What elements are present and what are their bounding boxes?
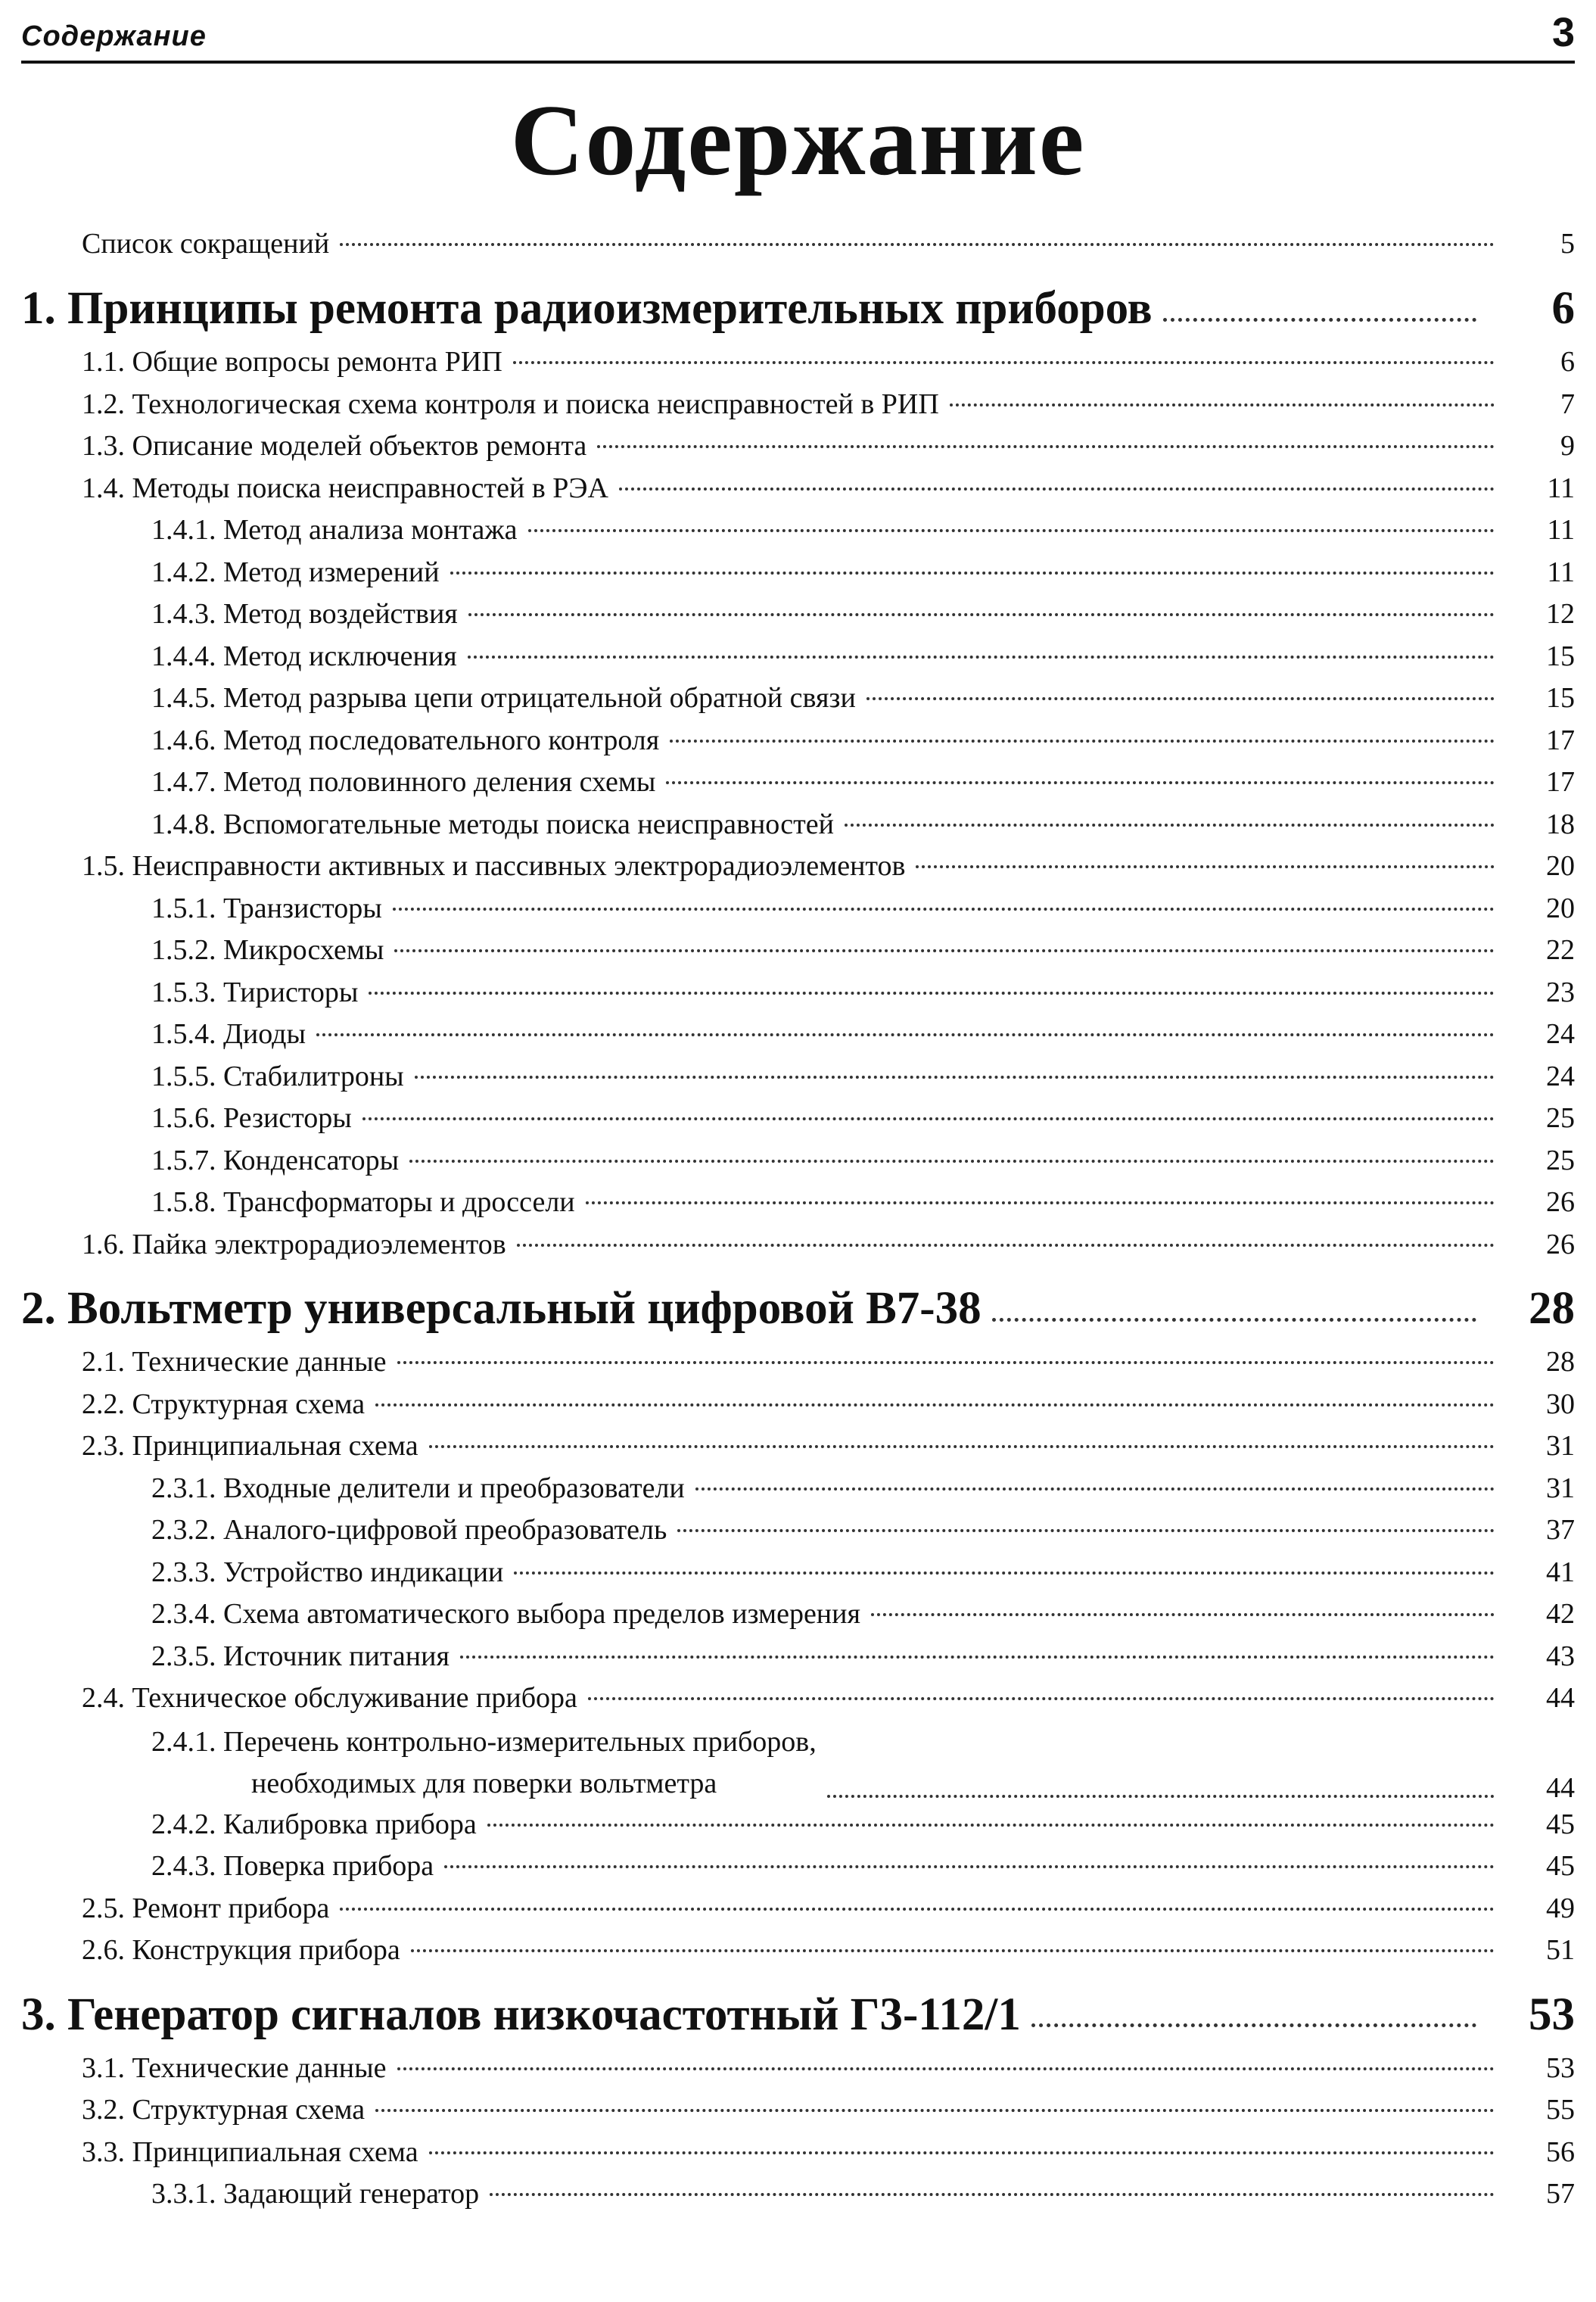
dot-leader — [597, 445, 1495, 448]
toc-entry-title: 1.4.3. Метод воздействия — [151, 598, 458, 630]
toc-entry-title: 1.4.4. Метод исключения — [151, 640, 457, 672]
toc-entry-title: 3.2. Структурная схема — [82, 2094, 366, 2126]
toc-entry-title: 2.4. Техническое обслуживание прибора — [82, 1682, 577, 1714]
dot-leader — [411, 1949, 1495, 1952]
toc-entry-title: 1.2. Технологическая схема контроля и поиска неисправностей в РИП — [82, 388, 939, 420]
dot-leader — [393, 908, 1495, 911]
toc-entry-title: 3.3. Принципиальная схема — [82, 2135, 418, 2168]
toc-entry-page: 17 — [1546, 724, 1575, 756]
toc-entry-title: 1.5. Неисправности активных и пассивных электрорадиоэлементов — [82, 850, 906, 882]
dot-leader — [409, 1160, 1495, 1163]
toc-entry-title: 1.1. Общие вопросы ремонта РИП — [82, 346, 502, 378]
toc-entry-title: 2.3.4. Схема автоматического выбора пределов измерения — [151, 1598, 860, 1630]
toc-entry-page: 23 — [1546, 976, 1575, 1008]
toc-entry-2-3-2[interactable] — [21, 1513, 1575, 1556]
toc-entry-title: 2.3.3. Устройство индикации — [151, 1556, 504, 1588]
toc-entry-title: 2.4.3. Поверка прибора — [151, 1850, 434, 1882]
toc-entry-page: 42 — [1546, 1598, 1575, 1630]
toc-entry-title-line1: 2.4.1. Перечень контрольно-измерительных приборов, — [151, 1725, 817, 1758]
toc-entry-1-4-5[interactable] — [21, 681, 1575, 724]
toc-entry-1-4-3[interactable] — [21, 597, 1575, 640]
toc-entry-1-1[interactable] — [21, 345, 1575, 388]
toc-entry-title: 1.4. Методы поиска неисправностей в РЭА — [82, 472, 608, 504]
dot-leader — [490, 2193, 1495, 2196]
toc-entry-title: 1.4.2. Метод измерений — [151, 556, 440, 588]
dot-leader — [695, 1487, 1495, 1491]
toc-entry-page: 9 — [1560, 430, 1575, 462]
toc-entry-title: 1.5.4. Диоды — [151, 1018, 306, 1050]
toc-entry-page: 53 — [1546, 2051, 1575, 2084]
toc-chapter-1[interactable] — [21, 269, 1575, 345]
dot-leader — [666, 781, 1495, 784]
dot-leader — [375, 1403, 1495, 1406]
toc-entry-2-2[interactable] — [21, 1388, 1575, 1430]
running-head-page-number: 3 — [1551, 10, 1575, 55]
dot-leader — [444, 1865, 1495, 1868]
toc-entry-page: 44 — [1546, 1771, 1575, 1804]
page-title: Содержание — [510, 84, 1086, 196]
toc-entry-title: 2.3.5. Источник питания — [151, 1640, 450, 1672]
toc-entry-page: 25 — [1546, 1102, 1575, 1134]
toc-entry-abbreviations[interactable] — [21, 227, 1575, 269]
toc-entry-title — [151, 1721, 817, 1805]
dot-leader — [450, 572, 1495, 575]
toc-entry-title: 2.6. Конструкция прибора — [82, 1934, 400, 1966]
dot-leader — [394, 949, 1495, 952]
toc-entry-2-3-3[interactable] — [21, 1556, 1575, 1598]
toc-entry-1-5-5[interactable] — [21, 1060, 1575, 1102]
toc-entry-2-6[interactable] — [21, 1933, 1575, 1976]
running-head-section: Содержание — [21, 20, 207, 52]
toc-entry-page: 11 — [1547, 556, 1575, 588]
toc-chapter-title: 1. Принципы ремонта радиоизмерительных приборов — [21, 283, 1153, 334]
toc-entry-2-5[interactable] — [21, 1892, 1575, 1934]
dot-leader — [528, 529, 1495, 532]
dot-leader — [827, 1795, 1495, 1798]
toc-entry-page: 44 — [1546, 1682, 1575, 1714]
running-head — [21, 6, 1575, 64]
toc-entry-3-2[interactable] — [21, 2093, 1575, 2135]
dot-leader — [950, 403, 1495, 407]
toc-entry-1-4[interactable] — [21, 472, 1575, 514]
toc-entry-page: 31 — [1546, 1430, 1575, 1462]
toc-entry-page: 51 — [1546, 1934, 1575, 1966]
dot-leader — [619, 488, 1495, 491]
dot-leader — [369, 992, 1495, 995]
toc-entry-1-5-1[interactable] — [21, 892, 1575, 934]
dot-leader — [316, 1033, 1495, 1036]
toc-entry-page: 28 — [1546, 1346, 1575, 1378]
toc-entry-title: 1.5.5. Стабилитроны — [151, 1060, 404, 1092]
toc-entry-title: 2.5. Ремонт прибора — [82, 1892, 330, 1924]
dot-leader — [468, 613, 1495, 616]
dot-leader — [514, 1572, 1495, 1575]
toc-entry-page: 7 — [1560, 388, 1575, 420]
toc-entry-page: 5 — [1560, 228, 1575, 260]
dot-leader — [362, 1117, 1495, 1120]
toc-entry-page: 25 — [1546, 1144, 1575, 1176]
toc-entry-1-5-2[interactable] — [21, 933, 1575, 976]
toc-entry-title: 1.5.6. Резисторы — [151, 1102, 352, 1134]
toc-chapter-title: 2. Вольтметр универсальный цифровой В7-38 — [21, 1283, 982, 1334]
toc-entry-2-4-3[interactable] — [21, 1849, 1575, 1892]
toc-entry-page: 18 — [1546, 808, 1575, 840]
dot-leader — [1031, 2023, 1476, 2027]
toc-entry-title: 1.5.2. Микросхемы — [151, 934, 384, 966]
toc-entry-page: 26 — [1546, 1186, 1575, 1218]
toc-chapter-3[interactable] — [21, 1976, 1575, 2051]
toc-entry-1-5-7[interactable] — [21, 1144, 1575, 1186]
toc-entry-page: 43 — [1546, 1640, 1575, 1672]
dot-leader — [429, 2151, 1495, 2154]
toc-entry-title: 1.5.7. Конденсаторы — [151, 1144, 400, 1176]
toc-entry-title: 1.5.3. Тиристоры — [151, 976, 359, 1008]
toc-entry-title: Список сокращений — [82, 228, 330, 260]
toc-entry-page: 24 — [1546, 1060, 1575, 1092]
toc-entry-2-3-5[interactable] — [21, 1640, 1575, 1682]
toc-entry-3-3-1[interactable] — [21, 2177, 1575, 2219]
toc-entry-page: 12 — [1546, 598, 1575, 630]
toc-entry-page: 15 — [1546, 682, 1575, 714]
dot-leader — [429, 1445, 1495, 1448]
toc-entry-page: 56 — [1546, 2135, 1575, 2168]
toc-entry-title: 2.3.1. Входные делители и преобразователи — [151, 1472, 685, 1504]
toc-entry-2-4[interactable] — [21, 1681, 1575, 1724]
toc-entry-page: 15 — [1546, 640, 1575, 672]
dot-leader — [517, 1244, 1495, 1247]
toc-entry-title-line2: необходимых для поверки вольтметра — [251, 1767, 717, 1799]
toc-chapter-title: 3. Генератор сигналов низкочастотный Г3-112/1 — [21, 1989, 1021, 2040]
toc-entry-title: 2.2. Структурная схема — [82, 1388, 366, 1420]
dot-leader — [992, 1318, 1476, 1322]
toc-entry-title: 3.3.1. Задающий генератор — [151, 2178, 480, 2210]
toc-entry-title: 1.4.5. Метод разрыва цепи отрицательной обратной связи — [151, 682, 856, 714]
table-of-contents — [21, 227, 1575, 2219]
dot-leader — [340, 1908, 1495, 1911]
toc-entry-title: 2.1. Технические данные — [82, 1346, 387, 1378]
toc-entry-3-1[interactable] — [21, 2051, 1575, 2094]
toc-entry-page: 11 — [1547, 514, 1575, 546]
toc-entry-title: 1.5.1. Транзисторы — [151, 892, 382, 924]
dot-leader — [586, 1201, 1495, 1204]
toc-entry-title: 1.4.8. Вспомогательные методы поиска неисправностей — [151, 808, 834, 840]
toc-entry-page: 11 — [1547, 472, 1575, 504]
toc-entry-2-3-1[interactable] — [21, 1472, 1575, 1514]
toc-entry-3-3[interactable] — [21, 2135, 1575, 2178]
toc-entry-1-4-6[interactable] — [21, 724, 1575, 766]
toc-chapter-page: 6 — [1551, 283, 1575, 334]
toc-entry-page: 26 — [1546, 1228, 1575, 1260]
toc-chapter-2[interactable] — [21, 1269, 1575, 1345]
dot-leader — [670, 740, 1495, 743]
toc-entry-page: 37 — [1546, 1514, 1575, 1546]
dot-leader — [1163, 318, 1476, 322]
dot-leader — [468, 656, 1495, 659]
toc-entry-2-3-4[interactable] — [21, 1597, 1575, 1640]
toc-entry-1-5[interactable] — [21, 849, 1575, 892]
dot-leader — [866, 697, 1495, 700]
toc-entry-1-5-3[interactable] — [21, 976, 1575, 1018]
toc-entry-1-4-7[interactable] — [21, 765, 1575, 808]
dot-leader — [340, 243, 1495, 246]
toc-entry-title: 1.3. Описание моделей объектов ремонта — [82, 430, 587, 462]
toc-entry-page: 49 — [1546, 1892, 1575, 1924]
toc-entry-page: 31 — [1546, 1472, 1575, 1504]
toc-entry-title: 2.3.2. Аналого-цифровой преобразователь — [151, 1514, 667, 1546]
toc-entry-page: 6 — [1560, 346, 1575, 378]
toc-entry-page: 22 — [1546, 934, 1575, 966]
toc-entry-page: 20 — [1546, 892, 1575, 924]
toc-entry-2-3[interactable] — [21, 1429, 1575, 1472]
dot-leader — [845, 824, 1495, 827]
toc-entry-page: 30 — [1546, 1388, 1575, 1420]
toc-entry-1-4-2[interactable] — [21, 556, 1575, 598]
toc-entry-title: 3.1. Технические данные — [82, 2051, 387, 2084]
toc-entry-2-4-2[interactable] — [21, 1808, 1575, 1850]
toc-entry-page: 45 — [1546, 1850, 1575, 1882]
toc-entry-page: 45 — [1546, 1808, 1575, 1840]
toc-entry-page: 17 — [1546, 766, 1575, 798]
dot-leader — [513, 361, 1495, 364]
dot-leader — [588, 1697, 1495, 1700]
toc-entry-2-1[interactable] — [21, 1345, 1575, 1388]
toc-entry-title: 2.3. Принципиальная схема — [82, 1430, 418, 1462]
toc-entry-1-4-4[interactable] — [21, 640, 1575, 682]
toc-entry-title: 1.4.7. Метод половинного деления схемы — [151, 766, 656, 798]
toc-chapter-page: 28 — [1529, 1283, 1575, 1334]
toc-entry-title: 1.5.8. Трансформаторы и дроссели — [151, 1186, 575, 1218]
toc-entry-2-4-1[interactable] — [21, 1724, 1575, 1808]
toc-entry-page: 20 — [1546, 850, 1575, 882]
toc-entry-page: 24 — [1546, 1018, 1575, 1050]
toc-entry-1-5-6[interactable] — [21, 1101, 1575, 1144]
toc-chapter-page: 53 — [1529, 1989, 1575, 2040]
dot-leader — [487, 1824, 1495, 1827]
toc-entry-page: 57 — [1546, 2178, 1575, 2210]
toc-entry-title: 2.4.2. Калибровка прибора — [151, 1808, 477, 1840]
toc-entry-1-3[interactable] — [21, 429, 1575, 472]
toc-entry-1-2[interactable] — [21, 388, 1575, 430]
dot-leader — [375, 2109, 1495, 2112]
toc-entry-page: 41 — [1546, 1556, 1575, 1588]
toc-entry-title: 1.4.6. Метод последовательного контроля — [151, 724, 660, 756]
dot-leader — [916, 865, 1495, 868]
dot-leader — [871, 1613, 1495, 1616]
toc-entry-1-6[interactable] — [21, 1228, 1575, 1270]
dot-leader — [415, 1076, 1495, 1079]
toc-entry-1-4-1[interactable] — [21, 513, 1575, 556]
dot-leader — [677, 1529, 1495, 1532]
dot-leader — [460, 1656, 1495, 1659]
dot-leader — [397, 2067, 1495, 2070]
toc-entry-1-5-4[interactable] — [21, 1017, 1575, 1060]
toc-entry-1-4-8[interactable] — [21, 808, 1575, 850]
dot-leader — [397, 1361, 1495, 1364]
toc-entry-page: 55 — [1546, 2094, 1575, 2126]
toc-entry-title: 1.6. Пайка электрорадиоэлементов — [82, 1228, 506, 1260]
toc-entry-title: 1.4.1. Метод анализа монтажа — [151, 514, 518, 546]
toc-entry-1-5-8[interactable] — [21, 1185, 1575, 1228]
